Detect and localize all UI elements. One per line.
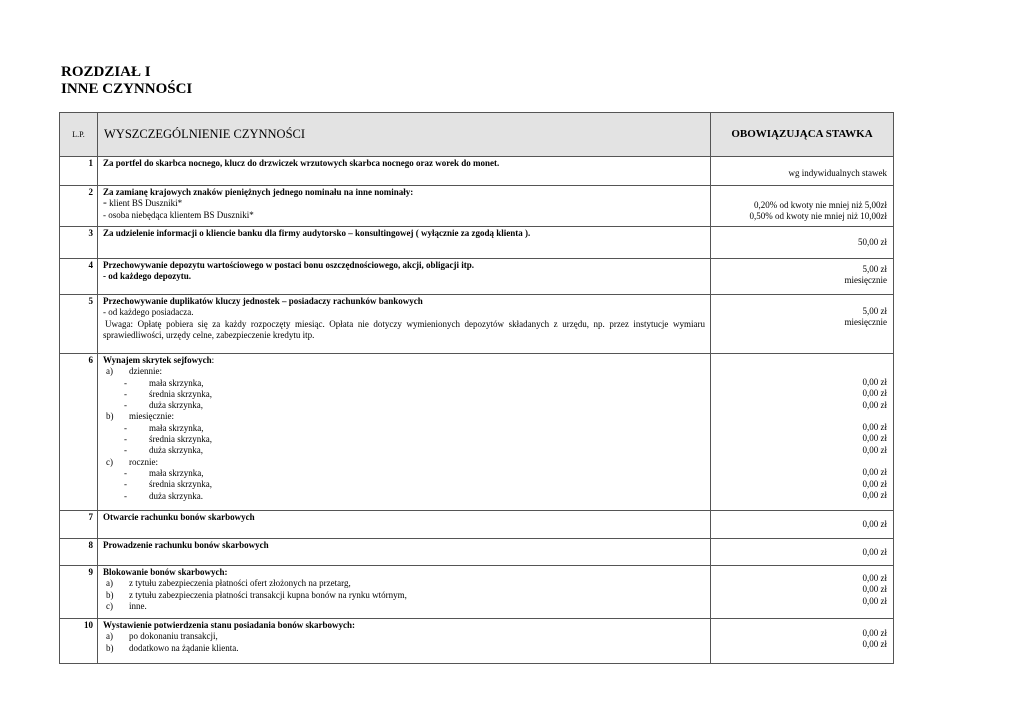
table-row xyxy=(60,227,894,259)
column-header-rate: OBOWIĄZUJĄCA STAWKA xyxy=(711,113,894,157)
row-number: 8 xyxy=(60,539,98,566)
table-row xyxy=(60,539,894,566)
row-number: 3 xyxy=(60,227,98,259)
row-number: 4 xyxy=(60,259,98,295)
row-rate: 50,00 zł xyxy=(711,227,894,259)
row-description: Przechowywanie duplikatów kluczy jednostek – posiadaczy rachunków bankowych - od każdego posiadacza. Uwaga: Opłatę pobiera się za każdy rozpoczęty miesiąc. Opłata nie dotyczy wymienionych depozytów składanych z urzędu, np. przez instytucje wymiaru sprawiedliwości, urzędy celne, zabezpieczenie kredytu itp. xyxy=(98,295,711,354)
chapter-subtitle: INNE CZYNNOŚCI xyxy=(61,81,193,97)
row-number: 9 xyxy=(60,566,98,619)
row-number: 2 xyxy=(60,186,98,227)
column-header-description: WYSZCZEGÓLNIENIE CZYNNOŚCI xyxy=(98,113,711,157)
row-description: Przechowywanie depozytu wartościowego w postaci bonu oszczędnościowego, akcji, obligacji itp. - od każdego depozytu. xyxy=(98,259,711,295)
table-row xyxy=(60,295,894,354)
row-description: Wynajem skrytek sejfowych: a) dziennie: - mała skrzynka, - średnia skrzynka, - duża skrzynka, b) miesięcznie: - mała skrzynka, - średnia skrzynka, - duża skrzynka, c) rocznie: - mała skrzynka, - średnia skrzynka, - duża skrzynka. xyxy=(98,354,711,511)
row-description: Za udzielenie informacji o kliencie banku dla firmy audytorsko – konsultingowej ( wyłącznie za zgodą klienta ). xyxy=(98,227,711,259)
table-row xyxy=(60,186,894,227)
row-description: Prowadzenie rachunku bonów skarbowych xyxy=(98,539,711,566)
table-row xyxy=(60,259,894,295)
row-number: 7 xyxy=(60,511,98,539)
row-number: 6 xyxy=(60,354,98,511)
row-number: 1 xyxy=(60,157,98,186)
fee-table xyxy=(59,112,894,664)
table-row xyxy=(60,566,894,619)
row-rate: 0,00 zł 0,00 zł 0,00 zł 0,00 zł 0,00 zł 0,00 zł 0,00 zł 0,00 zł 0,00 zł xyxy=(711,354,894,511)
row-number: 5 xyxy=(60,295,98,354)
row-rate: 0,00 zł 0,00 zł 0,00 zł xyxy=(711,566,894,619)
row-rate: 0,00 zł 0,00 zł xyxy=(711,619,894,664)
row-number: 10 xyxy=(60,619,98,664)
table-row xyxy=(60,354,894,511)
row-description: Za zamianę krajowych znaków pieniężnych jednego nominału na inne nominały: - klient BS Duszniki* - osoba niebędąca klientem BS Duszniki* xyxy=(98,186,711,227)
table-row xyxy=(60,511,894,539)
row-description: Otwarcie rachunku bonów skarbowych xyxy=(98,511,711,539)
table-header-row xyxy=(60,113,894,157)
table-row xyxy=(60,619,894,664)
chapter-heading: ROZDZIAŁ I xyxy=(61,64,151,80)
row-rate: wg indywidualnych stawek xyxy=(711,157,894,186)
row-rate: 0,00 zł xyxy=(711,511,894,539)
row-description: Za portfel do skarbca nocnego, klucz do drzwiczek wrzutowych skarbca nocnego oraz worek do monet. xyxy=(98,157,711,186)
row-rate: 0,00 zł xyxy=(711,539,894,566)
row-rate: 0,20% od kwoty nie mniej niż 5,00zł 0,50% od kwoty nie mniej niż 10,00zł xyxy=(711,186,894,227)
column-header-lp: L.P. xyxy=(60,113,98,157)
row-description: Wystawienie potwierdzenia stanu posiadania bonów skarbowych: a) po dokonaniu transakcji, b) dodatkowo na żądanie klienta. xyxy=(98,619,711,664)
row-description: Blokowanie bonów skarbowych: a) z tytułu zabezpieczenia płatności ofert złożonych na przetarg, b) z tytułu zabezpieczenia płatności transakcji kupna bonów na rynku wtórnym, c) inne. xyxy=(98,566,711,619)
row-rate: 5,00 zł miesięcznie xyxy=(711,295,894,354)
table-row xyxy=(60,157,894,186)
row-rate: 5,00 zł miesięcznie xyxy=(711,259,894,295)
